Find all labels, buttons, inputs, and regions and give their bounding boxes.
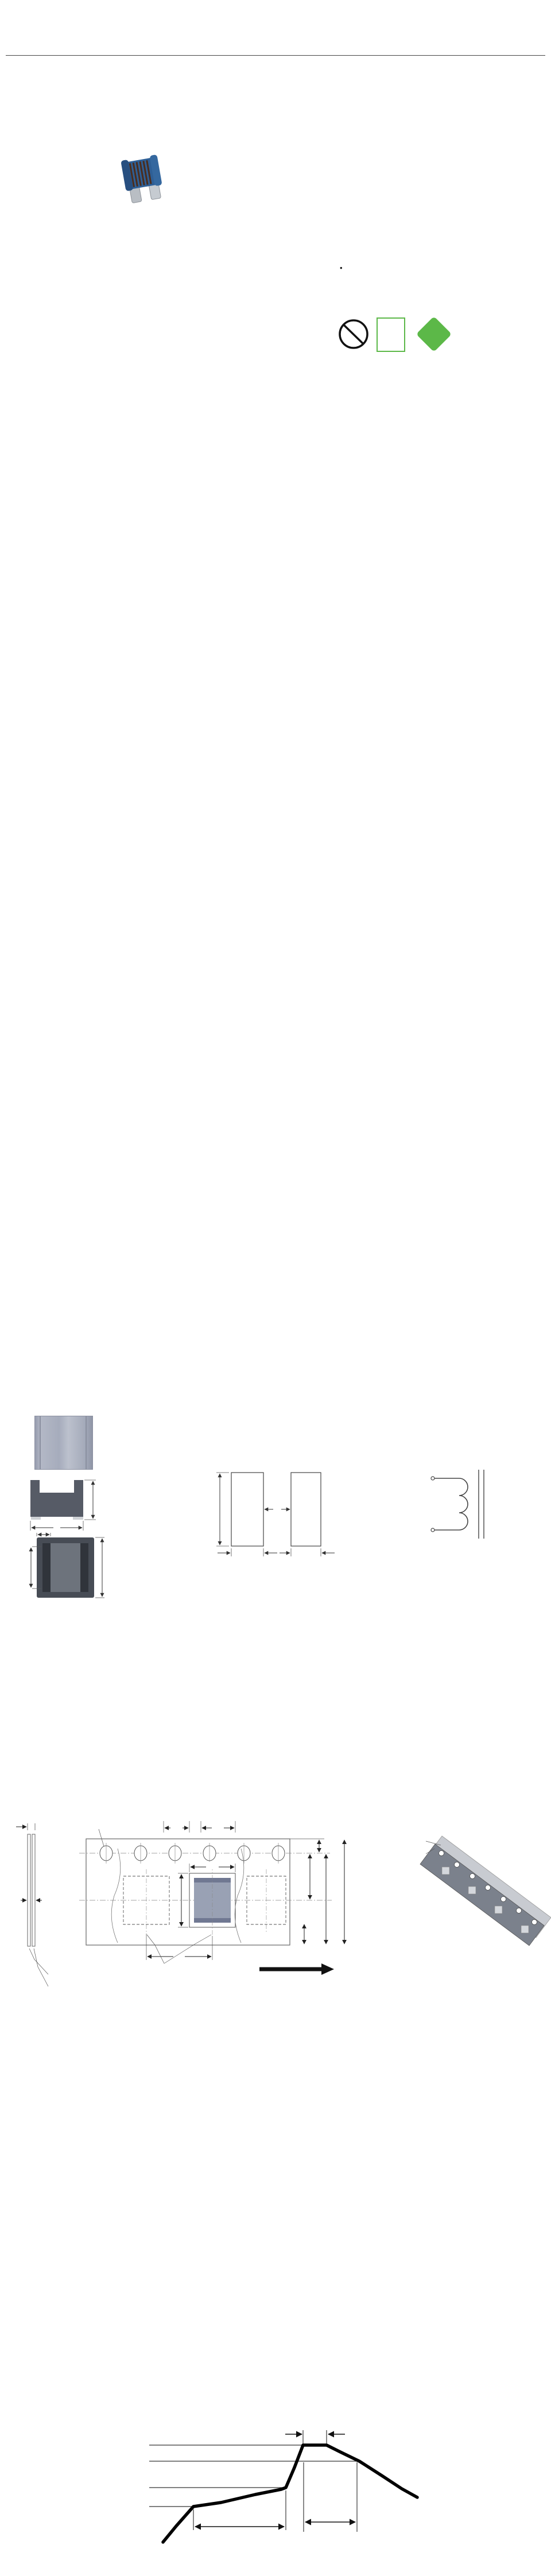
part-3d-render (34, 1416, 93, 1470)
product-photo (117, 144, 168, 212)
halogen-free-icon (377, 317, 405, 352)
render-edge-line (86, 1416, 87, 1469)
bottom-view-drawing (24, 1532, 127, 1603)
bullet-icon: • (340, 264, 343, 272)
reflow-profile-chart (129, 2408, 545, 2575)
pb-free-icon (338, 319, 369, 350)
tape-reel-drawing (11, 1813, 551, 1997)
reflow-curve (163, 2445, 417, 2542)
title-divider (6, 55, 545, 56)
render-edge-line (40, 1416, 41, 1469)
schematic-drawing (426, 1464, 498, 1544)
pad-layout-drawing (209, 1466, 350, 1560)
tape-3d-render (420, 1836, 551, 1946)
rohs-icon (411, 315, 457, 353)
front-view-drawing (26, 1475, 126, 1536)
